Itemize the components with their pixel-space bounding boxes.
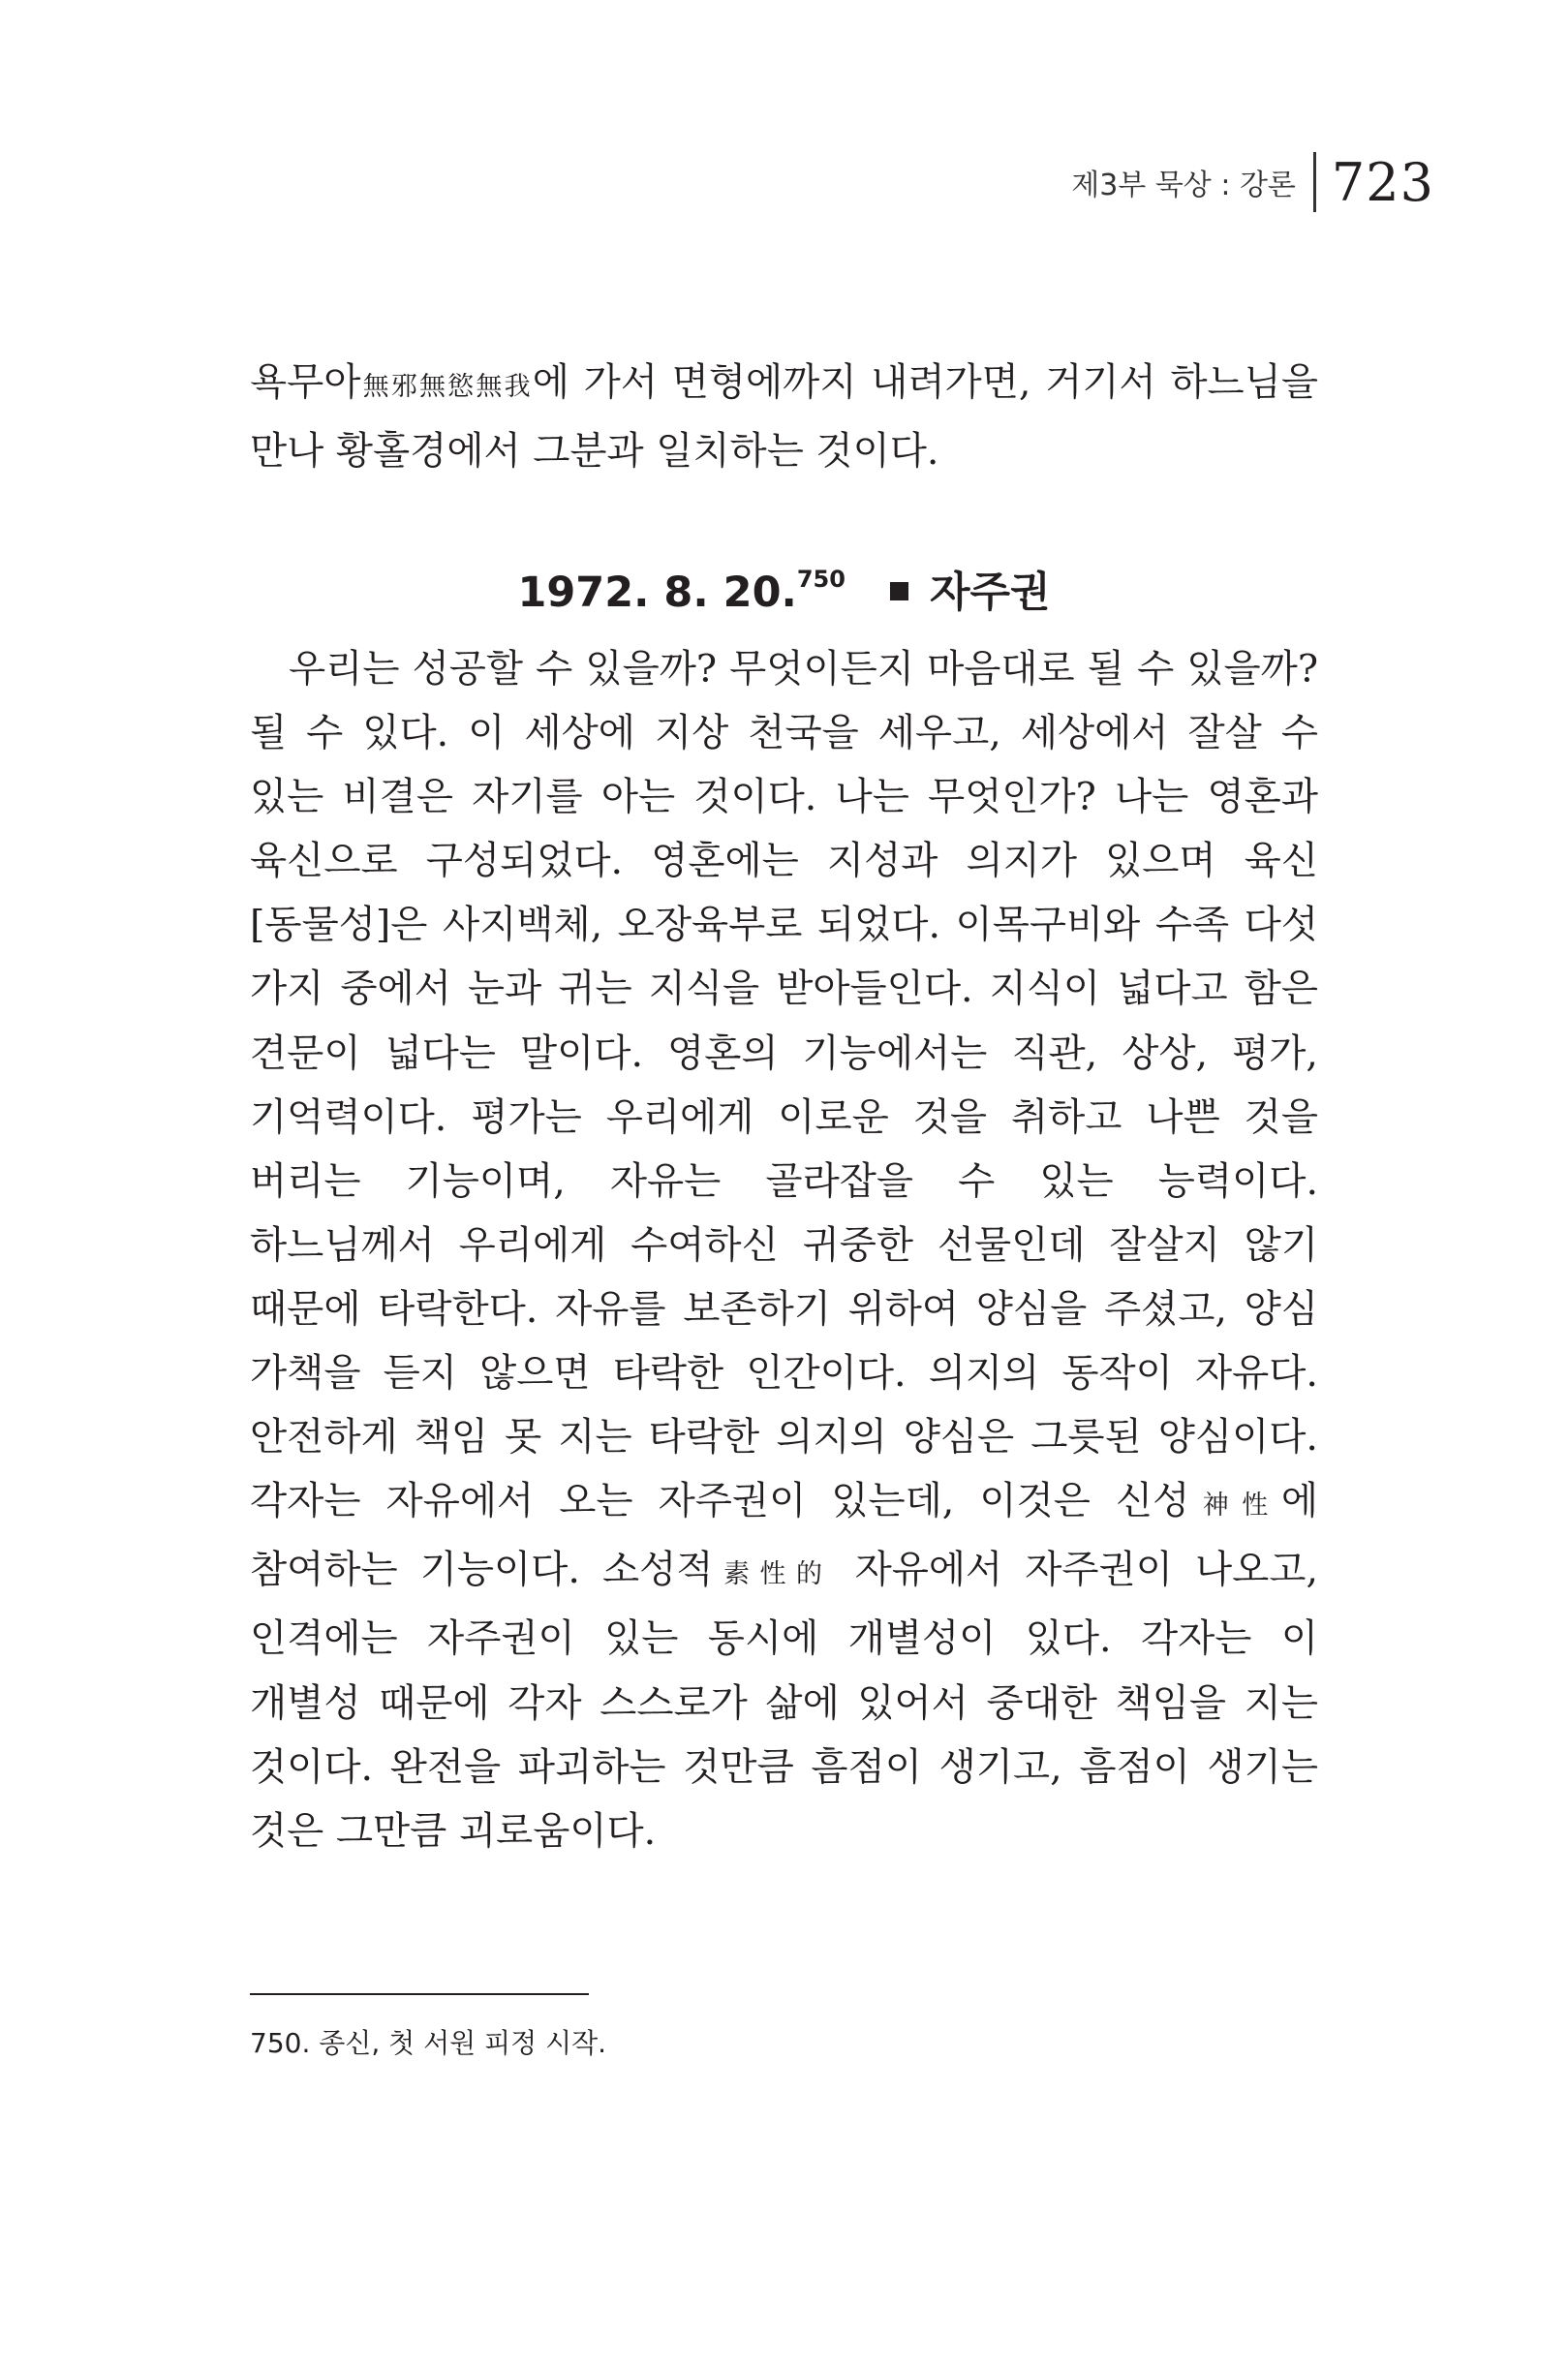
- body-text: [250, 637, 1318, 1863]
- body-text-part2: 에 참여하는 기능이다. 소성적: [250, 1479, 1318, 1593]
- entry-title: 자주권: [929, 569, 1051, 617]
- square-bullet-icon: [890, 582, 908, 600]
- intro-text-before: 욕무아: [250, 360, 361, 405]
- intro-paragraph: [250, 351, 1318, 483]
- body-hanja-2: 素性的: [713, 1559, 833, 1590]
- page-number: 723: [1331, 151, 1434, 213]
- section-title: 제3부 묵상 : 강론: [1071, 169, 1296, 202]
- intro-text-after: 에 가서 면형에까지 내려가면, 거기서 하느님을 만나 황홀경에서 그분과 일치하는 것이다.: [250, 360, 1318, 475]
- intro-hanja: 無邪無慾無我: [360, 372, 533, 402]
- body-paragraph: [250, 637, 1318, 1863]
- intro-text: [250, 351, 1318, 483]
- entry-heading: [250, 560, 1318, 619]
- body-text-part3: 자유에서 자주권이 나오고, 인격에는 자주권이 있는 동시에 개별성이 있다. 각자는 이 개별성 때문에 각자 스스로가 삶에 있어서 중대한 책임을 지는 것이다. 완전을 파괴하는 것만큼 흠점이 생기고, 흠점이 생기는 것은 그만큼 괴로움이다.: [250, 1548, 1318, 1854]
- footnote: 750. 종신, 첫 서원 피정 시작.: [250, 2027, 607, 2059]
- body-text-part1: 우리는 성공할 수 있을까? 무엇이든지 마음대로 될 수 있을까? 될 수 있다. 이 세상에 지상 천국을 세우고, 세상에서 잘살 수 있는 비결은 자기를 아는 것이다. 나는 무엇인가? 나는 영혼과 육신으로 구성되었다. 영혼에는 지성과 의지가 있으며 육신[동물성]은 사지백체, 오장육부로 되었다. 이목구비와 수족 다섯 가지 중에서 눈과 귀는 지식을 받아들인다. 지식이 넓다고 함은 견문이 넓다는 말이다. 영혼의 기능에서는 직관, 상상, 평가, 기억력이다. 평가는 우리에게 이로운 것을 취하고 나쁜 것을 버리는 기능이며, 자유는 골라잡을 수 있는 능력이다. 하느님께서 우리에게 수여하신 귀중한 선물인데 잘살지 않기 때문에 타락한다. 자유를 보존하기 위하여 양심을 주셨고, 양심 가책을 듣지 않으면 타락한 인간이다. 의지의 동작이 자유다. 안전하게 책임 못 지는 타락한 의지의 양심은 그릇된 양심이다. 각자는 자유에서 오는 자주권이 있는데, 이것은 신성: [250, 647, 1318, 1524]
- footnote-reference: 750: [796, 566, 845, 593]
- footnote-divider: [250, 1993, 589, 1995]
- running-head: [1071, 143, 1434, 221]
- body-hanja-1: 神性: [1189, 1491, 1281, 1522]
- entry-date: 1972. 8. 20.: [517, 569, 797, 617]
- header-divider: [1313, 152, 1316, 212]
